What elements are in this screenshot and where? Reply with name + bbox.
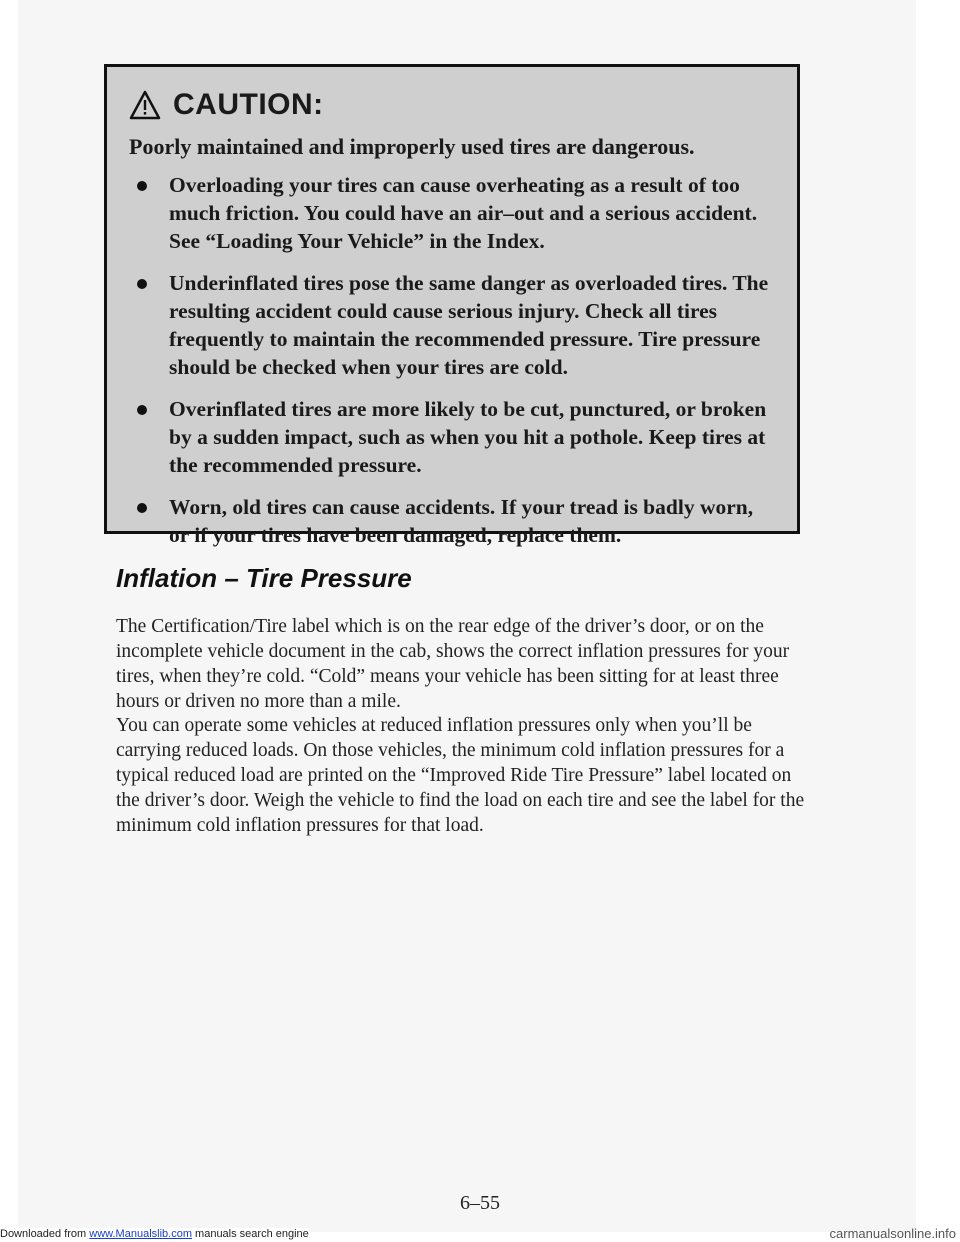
body-paragraph: You can operate some vehicles at reduced inflation pressures only when you’ll be carrying reduced loads. On those vehicles, the minimum cold inflation pressures for a typical reduced load are printed on the “Improved Ride Tire Pressure” label located on the driver’s door. Weigh the vehicle to find the load on each tire and see the label for the minimum cold inflation pressures for that load. [116,715,805,836]
caution-bullet-list [129,171,777,549]
caution-bullet-text: Underinflated tires pose the same danger as overloaded tires. The resulting accident could cause serious injury. Check all tires frequently to maintain the recommended pressure. Tire pressure should be checked when your tires are cold. [169,271,769,379]
manualslib-link[interactable]: www.Manualslib.com [89,1228,192,1240]
bullet-dot-icon [137,405,147,415]
caution-bullet-text: Worn, old tires can cause accidents. If your tread is badly worn, or if your tires have been damaged, replace them. [169,495,754,547]
caution-box [104,64,800,547]
bullet-dot-icon [137,503,147,513]
caution-bullet [129,395,777,479]
watermark: carmanualsonline.info [829,1226,956,1241]
footer-prefix: Downloaded from [0,1228,90,1240]
caution-heading [129,79,777,131]
page-number: 6–55 [460,1192,500,1214]
bullet-dot-icon [137,181,147,191]
footer-suffix: manuals search engine [191,1228,309,1240]
caution-bullet-text: Overinflated tires are more likely to be cut, punctured, or broken by a sudden impact, such as when you hit a pothole. Keep tires at the recommended pressure. [169,397,767,477]
caution-bullet [129,493,777,549]
download-footer [0,1228,309,1240]
caution-title: CAUTION: [173,88,324,121]
body-paragraph: The Certification/Tire label which is on the rear edge of the driver’s door, or on the incomplete vehicle document in the cab, shows the correct inflation pressures for your tires, when they’re cold. “Cold” means your vehicle has been sitting for at least three hours or driven no more than a mile. [116,616,790,712]
bullet-dot-icon [137,279,147,289]
caution-bullet [129,269,777,381]
caution-lead: Poorly maintained and improperly used tires are dangerous. [129,134,695,159]
caution-bullet [129,171,777,255]
caution-bullet-text: Overloading your tires can cause overheating as a result of too much friction. You could have an air–out and a serious accident. See “Loading Your Vehicle” in the Index. [169,173,758,253]
section-heading: Inflation – Tire Pressure [116,563,412,593]
warning-triangle-icon [129,89,161,121]
